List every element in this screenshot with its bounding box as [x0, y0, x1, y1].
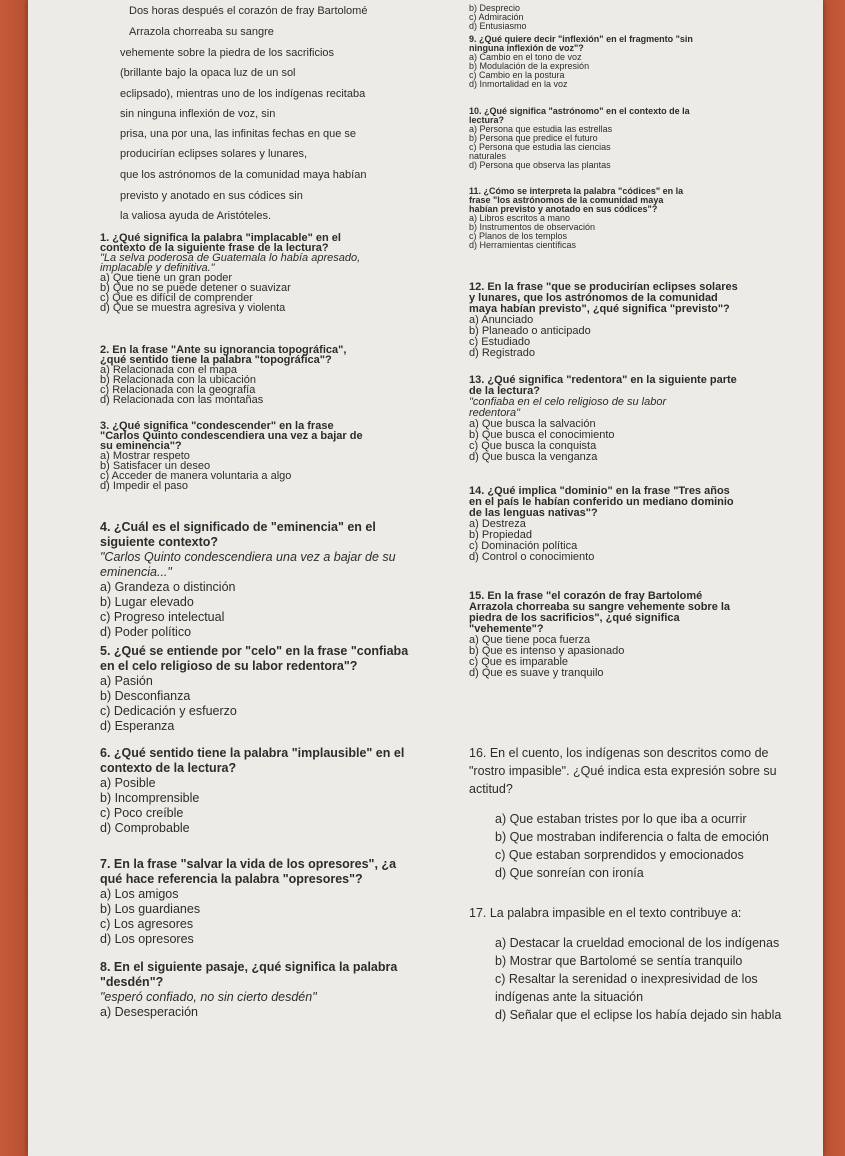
question-text: 7. En la frase "salvar la vida de los opresores", ¿a: [100, 857, 397, 871]
answer-option: a) Mostrar respeto: [100, 450, 190, 462]
question-text: maya habían previsto", ¿qué significa "previsto"?: [469, 303, 730, 315]
answer-option: c) Resaltar la serenidad o inexpresividad de los: [495, 972, 758, 986]
question-text: actitud?: [469, 782, 513, 796]
answer-option: a) Que tiene poca fuerza: [469, 634, 591, 646]
question-text: lectura?: [469, 115, 505, 125]
answer-option: b) Relacionada con la ubicación: [100, 374, 256, 386]
question-text: 10. ¿Qué significa "astrónomo" en el contexto de la: [469, 106, 690, 116]
question-quote: implacable y definitiva.": [100, 262, 215, 274]
answer-option: a) Posible: [100, 776, 156, 790]
question-text: de la lectura?: [469, 385, 540, 397]
story-line: la valiosa ayuda de Aristóteles.: [120, 210, 272, 222]
answer-option: d) Los opresores: [100, 932, 194, 946]
answer-option: a) Los amigos: [100, 887, 179, 901]
story-line: previsto y anotado en sus códices sin: [120, 190, 303, 202]
answer-option: b) Modulación de la expresión: [469, 61, 590, 71]
question-quote: "confiaba en el celo religioso de su labor: [469, 396, 667, 408]
question-text: en el celo religioso de su labor redentora"?: [100, 659, 358, 673]
question-text: habían previsto y anotado en sus códices"?: [469, 204, 658, 214]
question-text: siguiente contexto?: [100, 535, 219, 549]
question-text: su eminencia"?: [100, 440, 182, 452]
answer-option: c) Que es difícil de comprender: [100, 292, 253, 304]
answer-option: d) Que se muestra agresiva y violenta: [100, 302, 286, 314]
answer-option: a) Persona que estudia las estrellas: [469, 124, 613, 134]
answer-option: c) Acceder de manera voluntaria a algo: [100, 470, 292, 482]
question-text: "vehemente"?: [469, 623, 544, 635]
answer-option: a) Destacar la crueldad emocional de los indígenas: [495, 936, 780, 950]
answer-option: a) Relacionada con el mapa: [100, 364, 237, 376]
answer-option: b) Que es intenso y apasionado: [469, 645, 625, 657]
answer-option: b) Los guardianes: [100, 902, 201, 916]
question-text: 2. En la frase "Ante su ignorancia topográfica",: [100, 344, 347, 356]
answer-option: a) Destreza: [469, 518, 526, 530]
answer-option: d) Que busca la venganza: [469, 451, 598, 463]
question-text: 4. ¿Cuál es el significado de "eminencia" en el: [100, 520, 376, 534]
answer-option: a) Anunciado: [469, 314, 534, 326]
question-quote: redentora": [469, 407, 520, 419]
answer-option: c) Que es imparable: [469, 656, 569, 668]
answer-option: c) Persona que estudia las ciencias: [469, 142, 611, 152]
question-text: "Carlos Quinto condescendiera una vez a bajar de: [100, 430, 363, 442]
question-text: 1. ¿Qué significa la palabra "implacable" en el: [100, 232, 341, 244]
question-text: 14. ¿Qué implica "dominio" en la frase "Tres años: [469, 485, 730, 497]
answer-option: d) Relacionada con las montañas: [100, 394, 264, 406]
question-text: "desdén"?: [100, 975, 164, 989]
answer-option: c) Cambio en la postura: [469, 70, 565, 80]
answer-option: c) Que estaban sorprendidos y emocionados: [495, 848, 744, 862]
question-text: 3. ¿Qué significa "condescender" en la frase: [100, 420, 334, 432]
answer-option: a) Que busca la salvación: [469, 418, 596, 430]
answer-option: c) Poco creíble: [100, 806, 184, 820]
story-line: eclipsado), mientras uno de los indígenas recitaba: [120, 88, 366, 100]
answer-option: naturales: [469, 151, 507, 161]
answer-option: c) Dominación política: [469, 540, 578, 552]
story-line: prisa, una por una, las infinitas fechas en que se: [120, 128, 357, 140]
question-text: "rostro impasible". ¿Qué indica esta expresión sobre su: [469, 764, 777, 778]
answer-option: c) Progreso intelectual: [100, 610, 225, 624]
question-text: 17. La palabra impasible en el texto contribuye a:: [469, 906, 742, 920]
answer-option: d) Poder político: [100, 625, 192, 639]
answer-option: d) Señalar que el eclipse los había dejado sin habla: [495, 1008, 782, 1022]
answer-option: a) Que estaban tristes por lo que iba a ocurrir: [495, 812, 747, 826]
answer-option: a) Grandeza o distinción: [100, 580, 236, 594]
answer-option: d) Inmortalidad en la voz: [469, 79, 568, 89]
answer-option: indígenas ante la situación: [495, 990, 644, 1004]
question-text: ¿qué sentido tiene la palabra "topográfica"?: [100, 354, 332, 366]
answer-option: a) Pasión: [100, 674, 153, 688]
question-text: 16. En el cuento, los indígenas son descritos como de: [469, 746, 769, 760]
answer-option: c) Planos de los templos: [469, 231, 568, 241]
answer-option: b) Lugar elevado: [100, 595, 194, 609]
answer-option: c) Estudiado: [469, 336, 531, 348]
question-text: 12. En la frase "que se producirían eclipses solares: [469, 281, 738, 293]
answer-option: c) Relacionada con la geografía: [100, 384, 256, 396]
answer-option: a) Cambio en el tono de voz: [469, 52, 582, 62]
answer-option: d) Registrado: [469, 347, 536, 359]
question-text: 5. ¿Qué se entiende por "celo" en la frase "confiaba: [100, 644, 409, 658]
question-text: Arrazola chorreaba su sangre vehemente sobre la: [469, 601, 731, 613]
question-text: 15. En la frase "el corazón de fray Bartolomé: [469, 590, 703, 602]
question-quote: "esperó confiado, no sin cierto desdén": [100, 990, 317, 1004]
answer-option: d) Herramientas científicas: [469, 240, 577, 250]
question-text: 8. En el siguiente pasaje, ¿qué significa la palabra: [100, 960, 398, 974]
question-text: y lunares, que los astrónomos de la comunidad: [469, 292, 718, 304]
answer-option: b) Mostrar que Bartolomé se sentía tranquilo: [495, 954, 743, 968]
answer-option: b) Satisfacer un deseo: [100, 460, 211, 472]
answer-option: d) Persona que observa las plantas: [469, 160, 611, 170]
question-text: 9. ¿Qué quiere decir "inflexión" en el fragmento "sin: [469, 34, 693, 44]
answer-option: c) Admiración: [469, 12, 524, 22]
question-text: piedra de los sacrificios", ¿qué significa: [469, 612, 680, 624]
answer-option: d) Esperanza: [100, 719, 175, 733]
answer-option: d) Que es suave y tranquilo: [469, 667, 604, 679]
question-text: de las lenguas nativas"?: [469, 507, 598, 519]
question-text: contexto de la siguiente frase de la lectura?: [100, 242, 329, 254]
answer-option: c) Los agresores: [100, 917, 194, 931]
answer-option: d) Impedir el paso: [100, 480, 189, 492]
answer-option: a) Que tiene un gran poder: [100, 272, 233, 284]
question-text: ninguna inflexión de voz"?: [469, 43, 584, 53]
question-quote: eminencia...": [100, 565, 172, 579]
story-line: que los astrónomos de la comunidad maya habían: [120, 169, 367, 181]
story-line: (brillante bajo la opaca luz de un sol: [120, 67, 296, 79]
answer-option: b) Desprecio: [469, 3, 521, 13]
answer-option: c) Dedicación y esfuerzo: [100, 704, 237, 718]
question-text: 6. ¿Qué sentido tiene la palabra "implausible" en el: [100, 746, 405, 760]
question-text: en el país le habían conferido un mediano dominio: [469, 496, 734, 508]
answer-option: b) Persona que predice el futuro: [469, 133, 598, 143]
answer-option: b) Incomprensible: [100, 791, 200, 805]
question-text: 11. ¿Cómo se interpreta la palabra "códices" en la: [469, 186, 684, 196]
story-line: vehemente sobre la piedra de los sacrificios: [120, 47, 335, 59]
answer-option: b) Desconfianza: [100, 689, 191, 703]
answer-option: a) Libros escritos a mano: [469, 213, 571, 223]
answer-option: b) Planeado o anticipado: [469, 325, 591, 337]
answer-option: d) Control o conocimiento: [469, 551, 595, 563]
story-line: producirían eclipses solares y lunares,: [120, 148, 308, 160]
answer-option: c) Que busca la conquista: [469, 440, 597, 452]
question-quote: "Carlos Quinto condescendiera una vez a bajar de su: [100, 550, 396, 564]
answer-option: b) Que no se puede detener o suavizar: [100, 282, 291, 294]
question-text: frase "los astrónomos de la comunidad maya: [469, 195, 664, 205]
answer-option: a) Desesperación: [100, 1005, 198, 1019]
answer-option: b) Que busca el conocimiento: [469, 429, 615, 441]
answer-option: d) Comprobable: [100, 821, 190, 835]
answer-option: d) Que sonreían con ironía: [495, 866, 644, 880]
answer-option: b) Instrumentos de observación: [469, 222, 596, 232]
question-text: contexto de la lectura?: [100, 761, 237, 775]
question-text: qué hace referencia la palabra "opresores"?: [100, 872, 363, 886]
story-line: Dos horas después el corazón de fray Bartolomé: [129, 5, 368, 17]
question-quote: "La selva poderosa de Guatemala lo había apresado,: [100, 252, 361, 264]
story-line: Arrazola chorreaba su sangre: [129, 26, 274, 38]
question-text: 13. ¿Qué significa "redentora" en la siguiente parte: [469, 374, 737, 386]
answer-option: d) Entusiasmo: [469, 21, 527, 31]
story-line: sin ninguna inflexión de voz, sin: [120, 108, 276, 120]
answer-option: b) Que mostraban indiferencia o falta de emoción: [495, 830, 769, 844]
answer-option: b) Propiedad: [469, 529, 532, 541]
